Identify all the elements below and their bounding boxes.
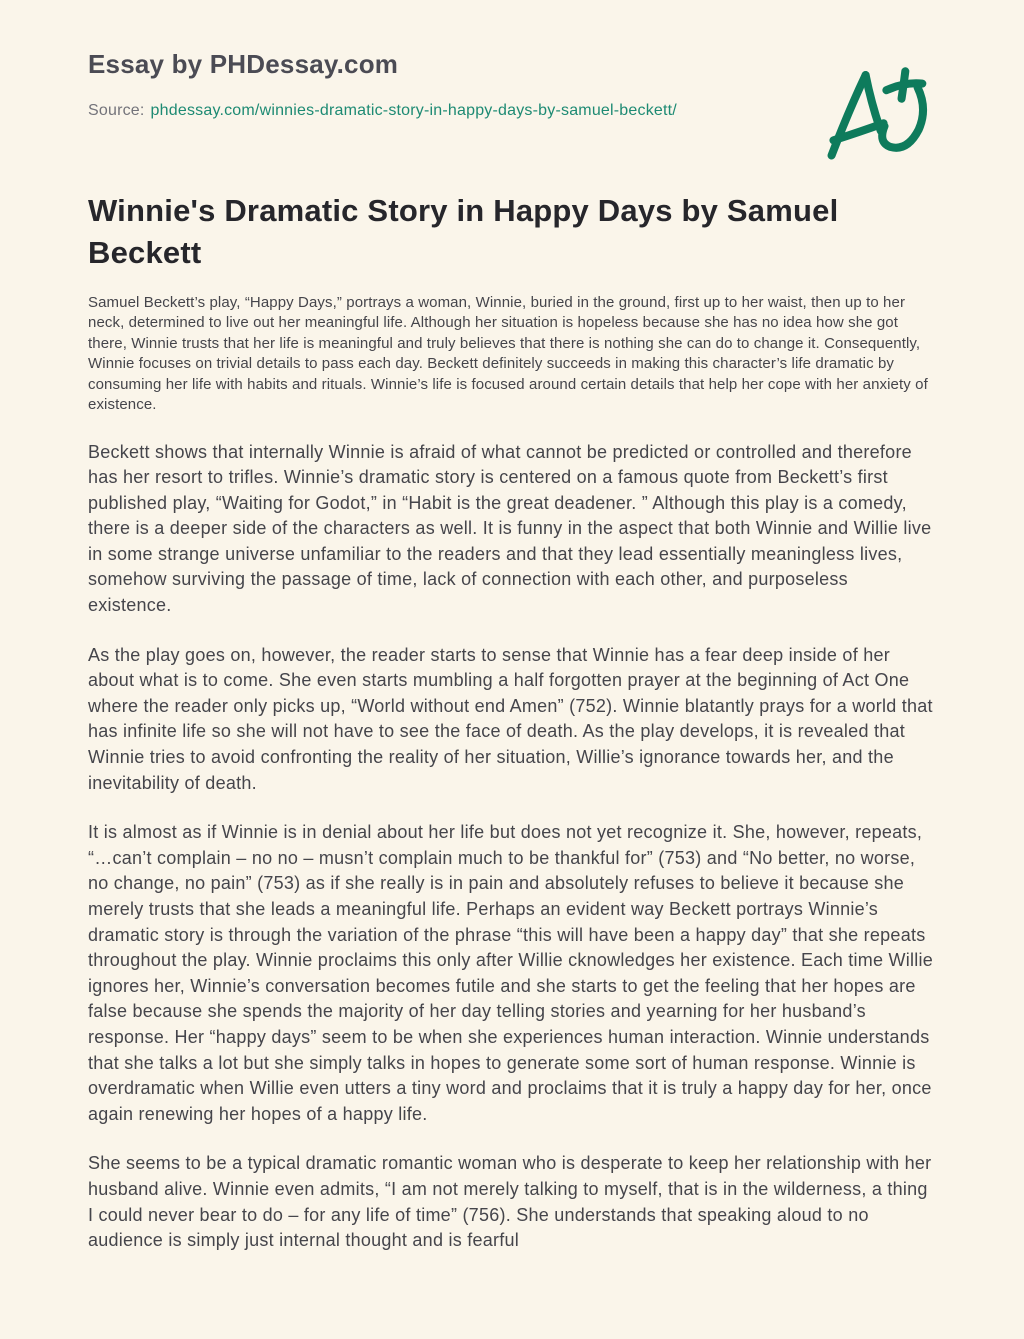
a-plus-logo-icon — [824, 62, 928, 160]
essay-paragraph-lead: Samuel Beckett’s play, “Happy Days,” portrays a woman, Winnie, buried in the ground, first up to her waist, then up to her neck, determined to live out her meaningful life. Although her situation is hopeless because she has no idea how she got there, Winnie trusts that her life is meaningful and truly believes that there is nothing she can do to change it. Consequently, Winnie focuses on trivial details to pass each day. Beckett definitely succeeds in making this character’s life dramatic by consuming her life with habits and rituals. Winnie’s life is focused around certain details that help her cope with her anxiety of existence. — [88, 293, 928, 413]
source-label: Source: — [88, 101, 145, 119]
essay-paragraph: As the play goes on, however, the reader starts to sense that Winnie has a fear deep inside of her about what is to come. She even starts mumbling a half forgotten prayer at the beginning of Act One where the reader only picks up, “World without end Amen” (752). Winnie blatantly prays for a world that has infinite life so she will not have to see the face of death. As the play develops, it is revealed that Winnie tries to avoid confronting the reality of her situation, Willie’s ignorance towards her, and the inevitability of death. — [88, 644, 933, 793]
essay-paragraph: She seems to be a typical dramatic romantic woman who is desperate to keep her relationship with her husband alive. Winnie even admits, “I am not merely talking to myself, that is in the wilderness, a thing I could never bear to do – for any life of time” (756). She understands that speaking aloud to no audience is simply just internal thought and is fearful — [88, 1153, 932, 1251]
page-header — [88, 48, 936, 120]
essay-paragraph: It is almost as if Winnie is in denial about her life but does not yet recognize it. She, however, repeats, “…can’t complain – no no – musn’t complain much to be thankful for” (753) and “No better, no worse, no change, no pain” (753) as if she really is in pain and absolutely refuses to believe it because she merely trusts that she leads a meaningful life. Perhaps an evident way Beckett portrays Winnie’s dramatic story is through the variation of the phrase “this will have been a happy day” that she repeats throughout the play. Winnie proclaims this only after Willie cknowledges her existence. Each time Willie ignores her, Winnie’s conversation becomes futile and she starts to get the feeling that her hopes are false because she spends the majority of her day telling stories and yearning for her husband’s response. Her “happy days” seem to be when she experiences human interaction. Winnie understands that she talks a lot but she simply talks in hopes to generate some sort of human response. Winnie is overdramatic when Willie even utters a tiny word and proclaims that it is truly a happy day for her, once again renewing her hopes of a happy life. — [88, 822, 934, 1124]
source-row — [88, 102, 936, 120]
source-link[interactable]: phdessay.com/winnies-dramatic-story-in-happy-days-by-samuel-beckett/ — [150, 101, 677, 119]
essay-byline-heading: Essay by PHDessay.com — [88, 49, 399, 79]
essay-paragraph: Beckett shows that internally Winnie is afraid of what cannot be predicted or controlled and therefore has her resort to trifles. Winnie’s dramatic story is centered on a famous quote from Beckett’s first published play, “Waiting for Godot,” in “Habit is the great deadener. ” Although this play is a comedy, there is a deeper side of the characters as well. It is funny in the aspect that both Winnie and Willie live in some strange universe unfamiliar to the readers and that they lead essentially meaningless lives, somehow surviving the passage of time, lack of connection with each other, and purposeless existence. — [88, 441, 932, 616]
essay-title: Winnie's Dramatic Story in Happy Days by Samuel Beckett — [88, 192, 839, 270]
